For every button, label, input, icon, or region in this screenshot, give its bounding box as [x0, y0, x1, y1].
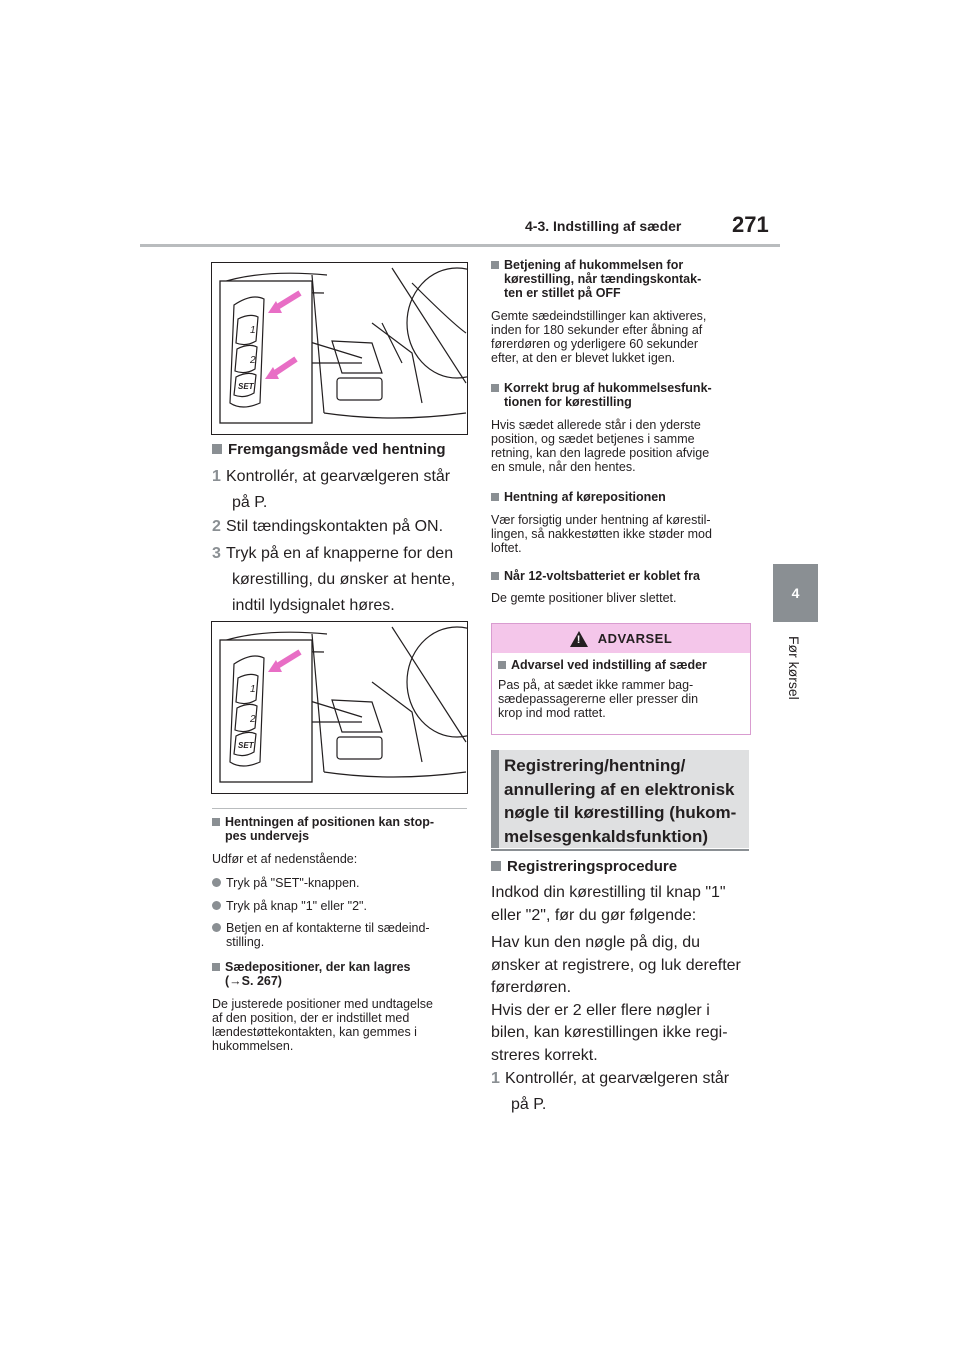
registration-heading: Registreringsprocedure — [491, 858, 677, 875]
divider — [212, 808, 467, 809]
correct-use-text: Hvis sædet allerede står i den yderste position, og sædet betjenes i samme retning, kan den lagrede position afvige en smule, når den hentes. — [491, 418, 710, 474]
square-bullet-icon — [498, 661, 506, 669]
chapter-side-label — [770, 636, 820, 716]
retrieval-heading: Fremgangsmåde ved hentning — [212, 441, 446, 458]
button-1-label: 1 — [250, 684, 256, 695]
step-3: 3 Tryk på en af knapperne for den kørestilling, du ønsker at hente, indtil lydsignalet høres. — [212, 545, 456, 614]
set-button-label: SET — [238, 741, 254, 750]
registration-step-1: 1 Kontrollér, at gearvælgeren står på P. — [491, 1070, 730, 1113]
stop-intro: Udfør et af nedenstående: — [212, 852, 358, 866]
warning-header — [492, 624, 750, 653]
stop-bullet-1: Tryk på "SET"-knappen. — [212, 876, 359, 890]
circle-bullet-icon — [212, 878, 221, 887]
square-bullet-icon — [212, 818, 220, 826]
circle-bullet-icon — [212, 901, 221, 910]
battery-text: De gemte positioner bliver slettet. — [491, 591, 677, 605]
button-2-label: 2 — [250, 714, 256, 725]
section-heading-underline — [491, 849, 749, 851]
door-panel-illustration — [212, 622, 467, 793]
figure-memory-buttons-2 — [211, 621, 468, 794]
driving-position-heading: Hentning af kørepositionen — [491, 490, 753, 504]
button-2-label: 2 — [250, 355, 256, 366]
door-panel-illustration — [212, 263, 467, 434]
warning-heading: Advarsel ved indstilling af sæder — [492, 653, 750, 672]
stop-bullet-3: Betjen en af kontakterne til sædeind- stilling. — [212, 921, 468, 949]
chapter-side-label-text: Før kørsel — [786, 636, 802, 700]
figure-memory-buttons-1 — [211, 262, 468, 435]
warning-triangle-icon — [570, 631, 588, 647]
square-bullet-icon — [491, 384, 499, 392]
square-bullet-icon — [491, 861, 501, 871]
positions-text: De justerede positioner med undtagelse af den position, der er indstillet med lændestøttekontakten, kan gemmes i hukommelsen. — [212, 997, 433, 1053]
square-bullet-icon — [212, 963, 220, 971]
warning-title: ADVARSEL — [597, 631, 673, 646]
positions-heading: Sædepositioner, der kan lagres (→S. 267) — [212, 960, 468, 988]
square-bullet-icon — [491, 493, 499, 501]
correct-use-heading: Korrekt brug af hukommelsesfunk- tionen for kørestilling — [491, 381, 753, 409]
header-rule — [140, 244, 780, 247]
registration-text: Indkod din kørestilling til knap "1" eller "2", før du gør følgende: Hav kun den nøgle på dig, du ønsker at registrere, og luk derefter førerdøren. Hvis der er 2 eller flere nøgler i bilen, kan kørestillingen ikke regi- streres korrekt. — [491, 884, 741, 1064]
section-heading: Registrering/hentning/ annullering af en elektronisk nøgle til kørestilling (hukom- melsesgenkaldsfunktion) — [504, 756, 737, 846]
section-title: 4-3. Indstilling af sæder — [525, 218, 682, 234]
warning-text: Pas på, at sædet ikke rammer bag- sædepassagererne eller presser din krop ind mod rattet. — [498, 678, 699, 720]
square-bullet-icon — [491, 261, 499, 269]
battery-heading: Når 12-voltsbatteriet er koblet fra — [491, 569, 753, 583]
memory-heading: Betjening af hukommelsen for kørestilling, når tændingskontak- ten er stillet på OFF — [491, 258, 753, 300]
driving-position-text: Vær forsigtig under hentning af kørestil- lingen, så nakkestøtten ikke støder mod loftet. — [491, 513, 712, 555]
set-button-label: SET — [238, 382, 254, 391]
section-heading-accent — [491, 750, 499, 848]
step-2: 2 Stil tændingskontakten på ON. — [212, 518, 444, 535]
button-1-label: 1 — [250, 325, 256, 336]
step-1: 1 Kontrollér, at gearvælgeren står på P. — [212, 468, 451, 511]
square-bullet-icon — [491, 572, 499, 580]
circle-bullet-icon — [212, 923, 221, 932]
warning-box — [491, 623, 751, 735]
memory-text: Gemte sædeindstillinger kan aktiveres, inden for 180 sekunder efter åbning af førerdøren og yderligere 60 sekunder efter, at den er blevet lukket igen. — [491, 309, 707, 365]
chapter-tab: 4 — [773, 564, 818, 622]
stop-bullet-2: Tryk på knap "1" eller "2". — [212, 899, 367, 913]
page-number: 271 — [732, 212, 769, 237]
stop-heading: Hentningen af positionen kan stop- pes undervejs — [212, 815, 468, 843]
square-bullet-icon — [212, 444, 222, 454]
